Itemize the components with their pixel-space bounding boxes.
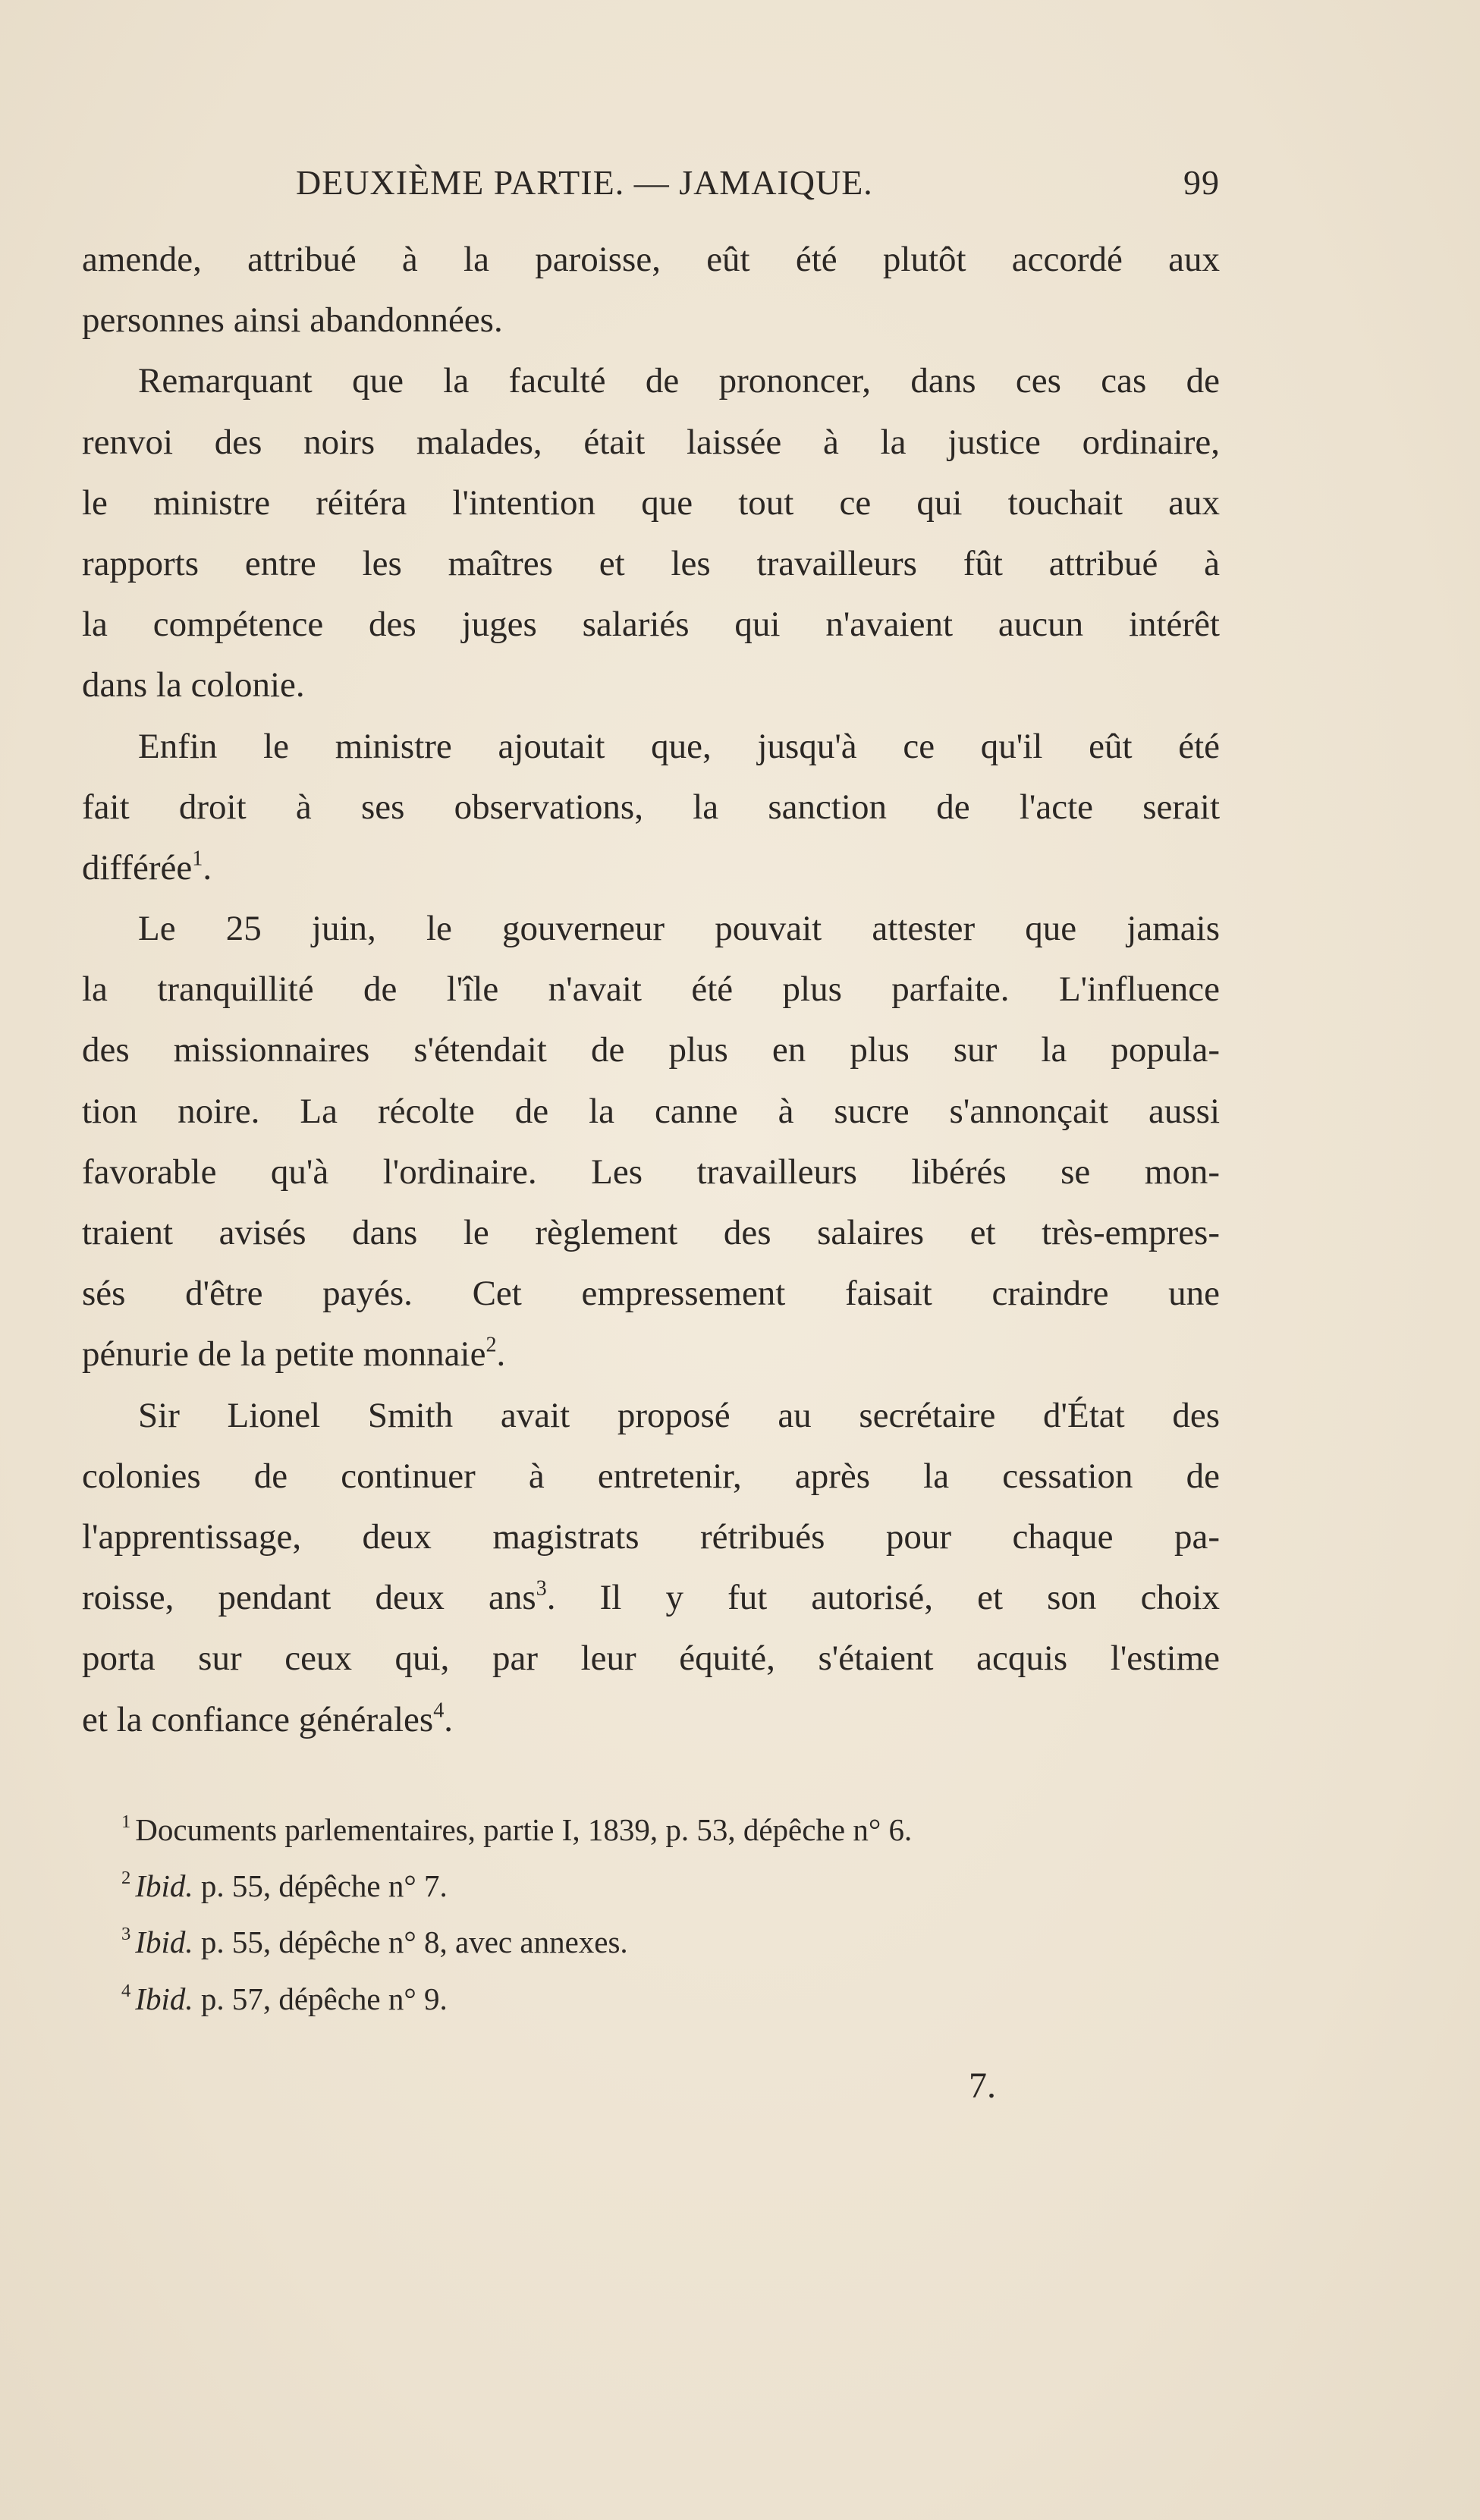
paragraph <box>82 716 1220 899</box>
text-fragment: . <box>203 847 212 888</box>
footnote <box>121 1967 1221 2023</box>
paragraph <box>82 350 1220 715</box>
text-line: colonies de continuer à entretenir, après la cessation de <box>82 1456 1220 1496</box>
footnote-ref[interactable]: 2 <box>485 1334 497 1358</box>
signature-mark: 7. <box>969 2066 996 2106</box>
text-fragment: . <box>496 1334 506 1375</box>
footnote-text: p. 57, dépêche n° 9. <box>193 1981 448 2016</box>
footnote <box>121 1798 1221 1854</box>
text-line <box>82 1689 1220 1750</box>
footnote-ibid: Ibid. <box>135 1868 193 1904</box>
text-line: Enfin le ministre ajoutait que, jusqu'à ce qu'il eût été <box>138 726 1220 766</box>
footnotes <box>121 1798 1221 2023</box>
text-line <box>82 837 1220 898</box>
text-line: sés d'être payés. Cet empressement faisait craindre une <box>82 1274 1220 1314</box>
text-fragment: roisse, pendant deux ans <box>82 1578 536 1618</box>
running-header <box>82 162 1220 215</box>
body-text <box>82 229 1220 1750</box>
text-line: tion noire. La récolte de la canne à sucre s'annonçait aussi <box>82 1091 1220 1131</box>
text-line: Remarquant que la faculté de prononcer, dans ces cas de <box>138 361 1220 401</box>
paragraph <box>82 1385 1220 1750</box>
text-fragment: pénurie de la petite monnaie <box>82 1334 486 1375</box>
footnote-ref[interactable]: 3 <box>536 1576 547 1601</box>
footnote-ibid: Ibid. <box>135 1925 193 1960</box>
text-line: renvoi des noirs malades, était laissée à la justice ordinaire, <box>82 422 1220 462</box>
text-line: Le 25 juin, le gouverneur pouvait attester que jamais <box>138 909 1220 949</box>
page-number: 99 <box>1183 163 1220 202</box>
text-line: l'apprentissage, deux magistrats rétribués pour chaque pa- <box>82 1516 1220 1557</box>
text-line: porta sur ceux qui, par leur équité, s'étaient acquis l'estime <box>82 1639 1220 1679</box>
text-line: personnes ainsi abandonnées. <box>82 300 503 341</box>
text-line: rapports entre les maîtres et les travailleurs fût attribué à <box>82 543 1220 583</box>
text-line <box>82 1567 1220 1628</box>
footnote-text: p. 55, dépêche n° 8, avec annexes. <box>193 1925 628 1960</box>
text-line <box>82 1324 1220 1384</box>
footnote-text: p. 55, dépêche n° 7. <box>193 1868 448 1904</box>
text-line: des missionnaires s'étendait de plus en plus sur la popula- <box>82 1030 1220 1070</box>
text-fragment: différée <box>82 847 193 888</box>
text-line: amende, attribué à la paroisse, eût été plutôt accordé aux <box>82 240 1220 279</box>
text-line: traient avisés dans le règlement des salaires et très-empres- <box>82 1213 1220 1252</box>
paragraph <box>82 898 1220 1385</box>
paragraph <box>82 229 1220 350</box>
footnote <box>121 1854 1221 1910</box>
running-title: DEUXIÈME PARTIE. — JAMAIQUE. <box>296 163 873 202</box>
text-fragment: . <box>444 1699 454 1739</box>
text-fragment: et la confiance générales <box>82 1699 434 1739</box>
footnote-mark: 1 <box>121 1811 131 1832</box>
text-line: le ministre réitéra l'intention que tout ce qui touchait aux <box>82 482 1220 523</box>
footnote-mark: 2 <box>121 1868 131 1889</box>
text-line: la tranquillité de l'île n'avait été plus parfaite. L'influence <box>82 969 1220 1010</box>
footnote-text: Documents parlementaires, partie I, 1839, p. 53, dépêche n° 6. <box>135 1812 913 1848</box>
footnote <box>121 1910 1221 1966</box>
text-fragment: . Il y fut autorisé, et son choix <box>546 1578 1220 1618</box>
text-line: la compétence des juges salariés qui n'avaient aucun intérêt <box>82 605 1220 645</box>
text-line: dans la colonie. <box>82 665 305 705</box>
text-line: Sir Lionel Smith avait proposé au secrétaire d'État des <box>138 1395 1220 1435</box>
footnote-ibid: Ibid. <box>135 1981 193 2016</box>
footnote-mark: 3 <box>121 1924 131 1945</box>
footnote-ref[interactable]: 1 <box>192 847 203 871</box>
text-line: fait droit à ses observations, la sanction de l'acte serait <box>82 787 1220 827</box>
footnote-mark: 4 <box>121 1980 131 2001</box>
footnote-ref[interactable]: 4 <box>433 1698 445 1723</box>
text-line: favorable qu'à l'ordinaire. Les travailleurs libérés se mon- <box>82 1152 1220 1192</box>
